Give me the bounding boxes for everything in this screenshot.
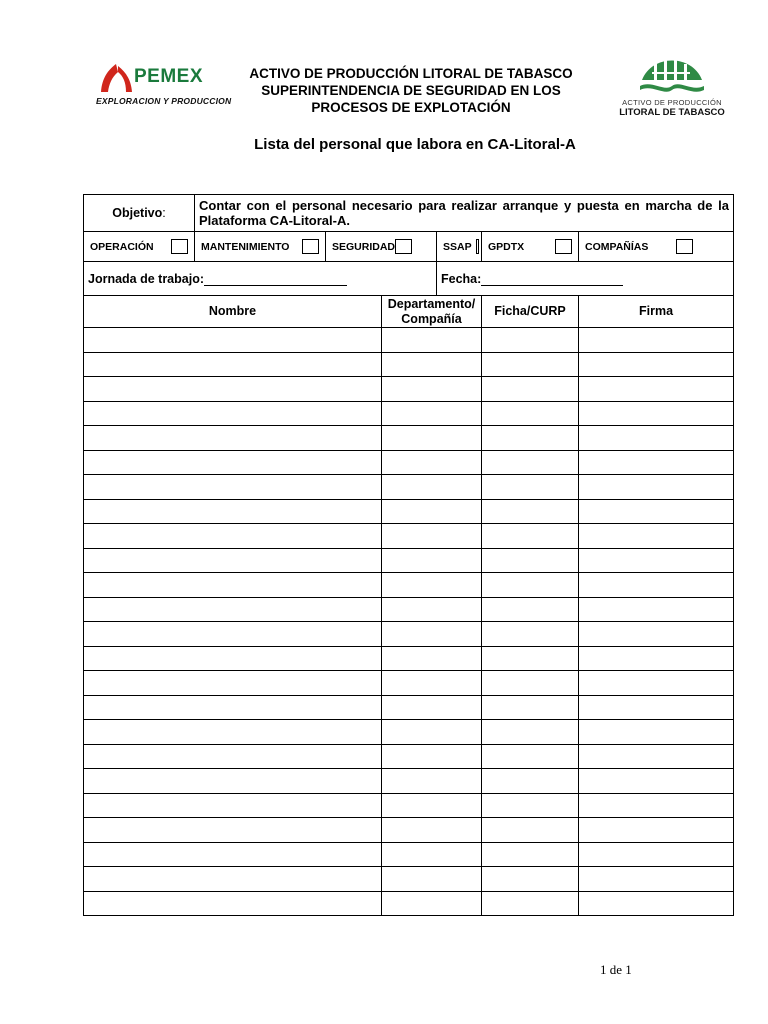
column-header-row <box>84 296 734 328</box>
ficha-cell[interactable] <box>482 401 579 426</box>
name-cell[interactable] <box>84 573 382 598</box>
table-row <box>84 548 734 573</box>
jornada-underline[interactable] <box>204 272 347 286</box>
firma-cell[interactable] <box>579 475 734 500</box>
table-row <box>84 720 734 745</box>
ficha-cell[interactable] <box>482 842 579 867</box>
ficha-cell[interactable] <box>482 867 579 892</box>
name-cell[interactable] <box>84 769 382 794</box>
table-row <box>84 842 734 867</box>
firma-cell[interactable] <box>579 622 734 647</box>
ficha-cell[interactable] <box>482 377 579 402</box>
firma-cell[interactable] <box>579 744 734 769</box>
ficha-cell[interactable] <box>482 646 579 671</box>
column-firma: Firma <box>579 296 734 328</box>
name-cell[interactable] <box>84 401 382 426</box>
table-row <box>84 793 734 818</box>
table-row <box>84 695 734 720</box>
column-ficha: Ficha/CURP <box>482 296 579 328</box>
department-cell[interactable] <box>382 597 482 622</box>
column-departamento: Departamento/ Compañía <box>382 296 482 328</box>
ficha-cell[interactable] <box>482 671 579 696</box>
table-row <box>84 891 734 916</box>
logo-line-2: LITORAL DE TABASCO <box>619 107 725 118</box>
checkbox-square[interactable] <box>395 239 412 254</box>
ficha-cell[interactable] <box>482 573 579 598</box>
page-number: 1 de 1 <box>600 962 632 977</box>
title-line-3: PROCESOS DE EXPLOTACIÓN <box>311 100 511 115</box>
department-cell[interactable] <box>382 524 482 549</box>
pemex-eagle-icon <box>98 62 134 96</box>
firma-cell[interactable] <box>579 720 734 745</box>
checkbox-seguridad[interactable]: SEGURIDAD <box>326 232 437 262</box>
department-cell[interactable] <box>382 573 482 598</box>
name-cell[interactable] <box>84 377 382 402</box>
ficha-cell[interactable] <box>482 499 579 524</box>
table-row <box>84 499 734 524</box>
name-cell[interactable] <box>84 646 382 671</box>
checkbox-square[interactable] <box>171 239 188 254</box>
column-nombre: Nombre <box>84 296 382 328</box>
name-cell[interactable] <box>84 597 382 622</box>
department-cell[interactable] <box>382 426 482 451</box>
firma-cell[interactable] <box>579 597 734 622</box>
checkbox-square[interactable] <box>302 239 319 254</box>
firma-cell[interactable] <box>579 352 734 377</box>
department-cell[interactable] <box>382 744 482 769</box>
table-row <box>84 671 734 696</box>
ficha-cell[interactable] <box>482 524 579 549</box>
jornada-field[interactable]: Jornada de trabajo: <box>84 262 437 296</box>
department-checkbox-row <box>84 232 734 262</box>
checkbox-square[interactable] <box>676 239 693 254</box>
table-row <box>84 622 734 647</box>
ficha-cell[interactable] <box>482 597 579 622</box>
department-cell[interactable] <box>382 377 482 402</box>
department-cell[interactable] <box>382 671 482 696</box>
name-cell[interactable] <box>84 450 382 475</box>
title-line-2: SUPERINTENDENCIA DE SEGURIDAD EN LOS <box>261 83 561 98</box>
department-cell[interactable] <box>382 352 482 377</box>
department-cell[interactable] <box>382 328 482 353</box>
department-cell[interactable] <box>382 769 482 794</box>
table-row <box>84 328 734 353</box>
firma-cell[interactable] <box>579 450 734 475</box>
department-cell[interactable] <box>382 842 482 867</box>
table-row <box>84 524 734 549</box>
table-row <box>84 646 734 671</box>
firma-cell[interactable] <box>579 867 734 892</box>
firma-cell[interactable] <box>579 401 734 426</box>
personnel-form-table <box>83 194 734 916</box>
table-row <box>84 377 734 402</box>
list-subtitle: Lista del personal que labora en CA-Litoral-A <box>254 136 576 153</box>
department-cell[interactable] <box>382 695 482 720</box>
ficha-cell[interactable] <box>482 450 579 475</box>
checkbox-ssap[interactable]: SSAP <box>437 232 482 262</box>
table-row <box>84 401 734 426</box>
department-cell[interactable] <box>382 646 482 671</box>
table-row <box>84 352 734 377</box>
name-cell[interactable] <box>84 622 382 647</box>
name-cell[interactable] <box>84 426 382 451</box>
ficha-cell[interactable] <box>482 695 579 720</box>
firma-cell[interactable] <box>579 499 734 524</box>
ficha-cell[interactable] <box>482 720 579 745</box>
ficha-cell[interactable] <box>482 548 579 573</box>
pemex-subtitle: EXPLORACION Y PRODUCCION <box>96 96 232 106</box>
title-line-1: ACTIVO DE PRODUCCIÓN LITORAL DE TABASCO <box>249 66 573 81</box>
pemex-logo <box>96 62 232 110</box>
table-row <box>84 426 734 451</box>
firma-cell[interactable] <box>579 426 734 451</box>
checkbox-square[interactable] <box>555 239 572 254</box>
department-cell[interactable] <box>382 867 482 892</box>
firma-cell[interactable] <box>579 646 734 671</box>
table-row <box>84 573 734 598</box>
department-cell[interactable] <box>382 450 482 475</box>
firma-cell[interactable] <box>579 671 734 696</box>
firma-cell[interactable] <box>579 377 734 402</box>
department-cell[interactable] <box>382 622 482 647</box>
firma-cell[interactable] <box>579 818 734 843</box>
ficha-cell[interactable] <box>482 352 579 377</box>
firma-cell[interactable] <box>579 573 734 598</box>
fecha-underline[interactable] <box>481 272 623 286</box>
firma-cell[interactable] <box>579 695 734 720</box>
name-cell[interactable] <box>84 499 382 524</box>
table-row <box>84 769 734 794</box>
ficha-cell[interactable] <box>482 818 579 843</box>
firma-cell[interactable] <box>579 793 734 818</box>
document-title <box>226 65 596 116</box>
table-row <box>84 597 734 622</box>
pemex-wordmark: PEMEX <box>134 66 204 87</box>
ficha-cell[interactable] <box>482 426 579 451</box>
ficha-cell[interactable] <box>482 769 579 794</box>
platform-icon <box>638 50 706 98</box>
checkbox-gpdtx[interactable]: GPDTX <box>482 232 579 262</box>
name-cell[interactable] <box>84 818 382 843</box>
checkbox-operacion[interactable]: OPERACIÓN <box>84 232 195 262</box>
name-cell[interactable] <box>84 867 382 892</box>
department-cell[interactable] <box>382 818 482 843</box>
fecha-field[interactable]: Fecha: <box>437 262 734 296</box>
ficha-cell[interactable] <box>482 328 579 353</box>
table-row <box>84 818 734 843</box>
name-cell[interactable] <box>84 744 382 769</box>
litoral-tabasco-logo <box>612 50 732 122</box>
objective-label: Objetivo: <box>84 195 195 232</box>
name-cell[interactable] <box>84 793 382 818</box>
name-cell[interactable] <box>84 891 382 916</box>
firma-cell[interactable] <box>579 548 734 573</box>
checkbox-mantenimiento[interactable]: MANTENIMIENTO <box>195 232 326 262</box>
firma-cell[interactable] <box>579 842 734 867</box>
table-row <box>84 475 734 500</box>
table-row <box>84 744 734 769</box>
objective-row <box>84 195 734 232</box>
firma-cell[interactable] <box>579 769 734 794</box>
checkbox-companias[interactable]: COMPAÑÍAS <box>579 232 734 262</box>
name-cell[interactable] <box>84 352 382 377</box>
department-cell[interactable] <box>382 793 482 818</box>
department-cell[interactable] <box>382 891 482 916</box>
name-cell[interactable] <box>84 720 382 745</box>
firma-cell[interactable] <box>579 328 734 353</box>
name-cell[interactable] <box>84 842 382 867</box>
checkbox-square[interactable] <box>476 239 479 254</box>
department-cell[interactable] <box>382 548 482 573</box>
ficha-cell[interactable] <box>482 622 579 647</box>
jornada-fecha-row <box>84 262 734 296</box>
name-cell[interactable] <box>84 328 382 353</box>
personnel-rows <box>84 328 734 916</box>
table-row <box>84 867 734 892</box>
table-row <box>84 450 734 475</box>
objective-text: Contar con el personal necesario para realizar arranque y puesta en marcha de la Plataforma CA-Litoral-A. <box>195 195 734 232</box>
ficha-cell[interactable] <box>482 475 579 500</box>
firma-cell[interactable] <box>579 891 734 916</box>
name-cell[interactable] <box>84 548 382 573</box>
department-cell[interactable] <box>382 720 482 745</box>
firma-cell[interactable] <box>579 524 734 549</box>
department-cell[interactable] <box>382 475 482 500</box>
name-cell[interactable] <box>84 524 382 549</box>
ficha-cell[interactable] <box>482 793 579 818</box>
ficha-cell[interactable] <box>482 891 579 916</box>
ficha-cell[interactable] <box>482 744 579 769</box>
logo-line-1: ACTIVO DE PRODUCCIÓN <box>622 98 722 107</box>
department-cell[interactable] <box>382 401 482 426</box>
name-cell[interactable] <box>84 695 382 720</box>
name-cell[interactable] <box>84 671 382 696</box>
name-cell[interactable] <box>84 475 382 500</box>
document-header <box>0 0 768 130</box>
department-cell[interactable] <box>382 499 482 524</box>
